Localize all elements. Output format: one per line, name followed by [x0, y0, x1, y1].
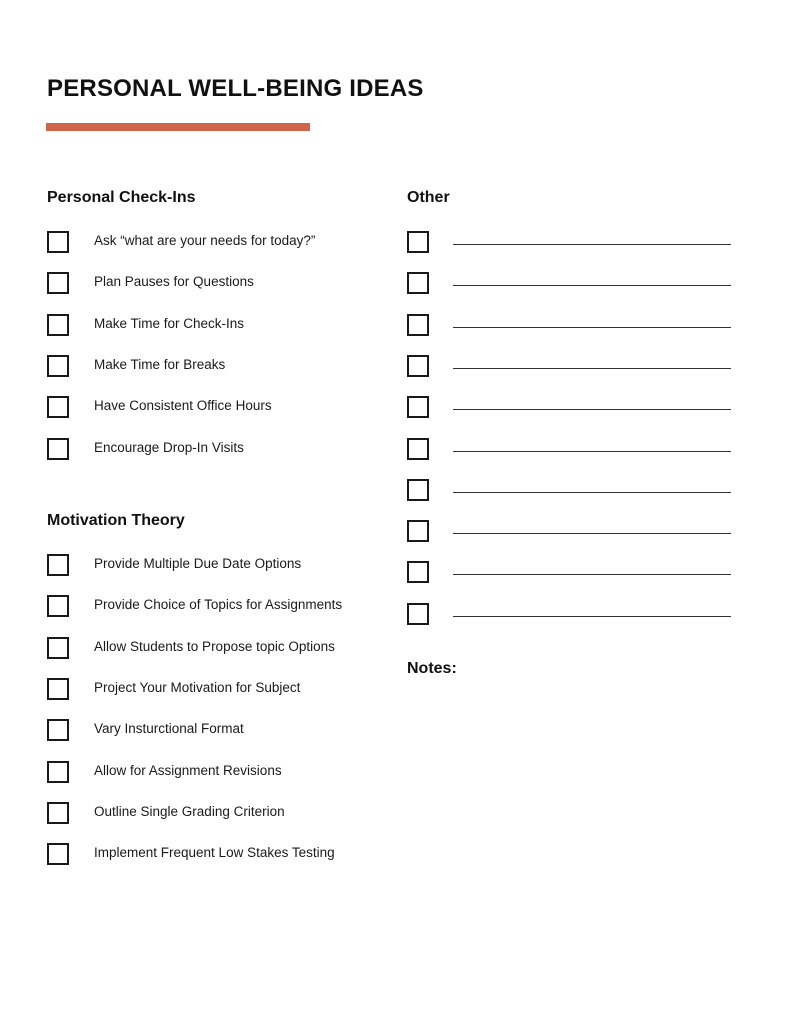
notes-heading: Notes:: [407, 660, 457, 677]
write-in-line[interactable]: [453, 409, 731, 410]
checklist-item-label: Project Your Motivation for Subject: [94, 679, 301, 695]
checkbox[interactable]: [47, 843, 69, 865]
checklist-item-label: Make Time for Breaks: [94, 356, 226, 372]
checklist-item-label: Provide Multiple Due Date Options: [94, 556, 302, 571]
write-in-line[interactable]: [453, 492, 731, 493]
personal-checkins-heading: Personal Check-Ins: [47, 189, 196, 206]
checkbox[interactable]: [47, 761, 69, 783]
write-in-line[interactable]: [453, 368, 731, 369]
checkbox[interactable]: [47, 314, 69, 336]
write-in-line[interactable]: [453, 574, 731, 575]
checklist-item-label: Provide Choice of Topics for Assignments: [94, 597, 343, 613]
checkbox[interactable]: [47, 355, 69, 377]
checkbox[interactable]: [407, 479, 429, 501]
page-title: PERSONAL WELL-BEING IDEAS: [47, 75, 424, 102]
checklist-item-label: Ask “what are your needs for today?”: [94, 233, 316, 248]
checklist-item-label: Plan Pauses for Questions: [94, 274, 254, 290]
checklist-item-label: Outline Single Grading Criterion: [94, 803, 285, 819]
write-in-line[interactable]: [453, 616, 731, 617]
checkbox[interactable]: [47, 438, 69, 460]
write-in-line[interactable]: [453, 285, 731, 286]
write-in-line[interactable]: [453, 327, 731, 328]
checkbox[interactable]: [47, 554, 69, 576]
checkbox[interactable]: [47, 637, 69, 659]
checkbox[interactable]: [407, 520, 429, 542]
checklist-item-label: Vary Insturctional Format: [94, 721, 244, 737]
checkbox[interactable]: [407, 272, 429, 294]
checkbox[interactable]: [47, 802, 69, 824]
checkbox[interactable]: [407, 438, 429, 460]
write-in-line[interactable]: [453, 244, 731, 245]
checkbox[interactable]: [47, 272, 69, 294]
checklist-item-label: Make Time for Check-Ins: [94, 315, 245, 331]
checkbox[interactable]: [407, 231, 429, 253]
motivation-theory-heading: Motivation Theory: [47, 512, 185, 529]
checklist-item-label: Allow for Assignment Revisions: [94, 762, 282, 778]
checklist-item-label: Encourage Drop-In Visits: [94, 439, 244, 455]
checkbox[interactable]: [47, 678, 69, 700]
title-accent-bar: [46, 123, 310, 131]
checkbox[interactable]: [47, 719, 69, 741]
checkbox[interactable]: [407, 603, 429, 625]
checkbox[interactable]: [407, 396, 429, 418]
checkbox[interactable]: [407, 561, 429, 583]
checklist-item-label: Have Consistent Office Hours: [94, 398, 272, 414]
write-in-line[interactable]: [453, 451, 731, 452]
write-in-line[interactable]: [453, 533, 731, 534]
checkbox[interactable]: [407, 355, 429, 377]
checklist-item-label: Implement Frequent Low Stakes Testing: [94, 845, 335, 861]
checkbox[interactable]: [47, 396, 69, 418]
checklist-item-label: Allow Students to Propose topic Options: [94, 638, 335, 654]
checkbox[interactable]: [47, 595, 69, 617]
other-heading: Other: [407, 189, 450, 206]
checkbox[interactable]: [47, 231, 69, 253]
checkbox[interactable]: [407, 314, 429, 336]
